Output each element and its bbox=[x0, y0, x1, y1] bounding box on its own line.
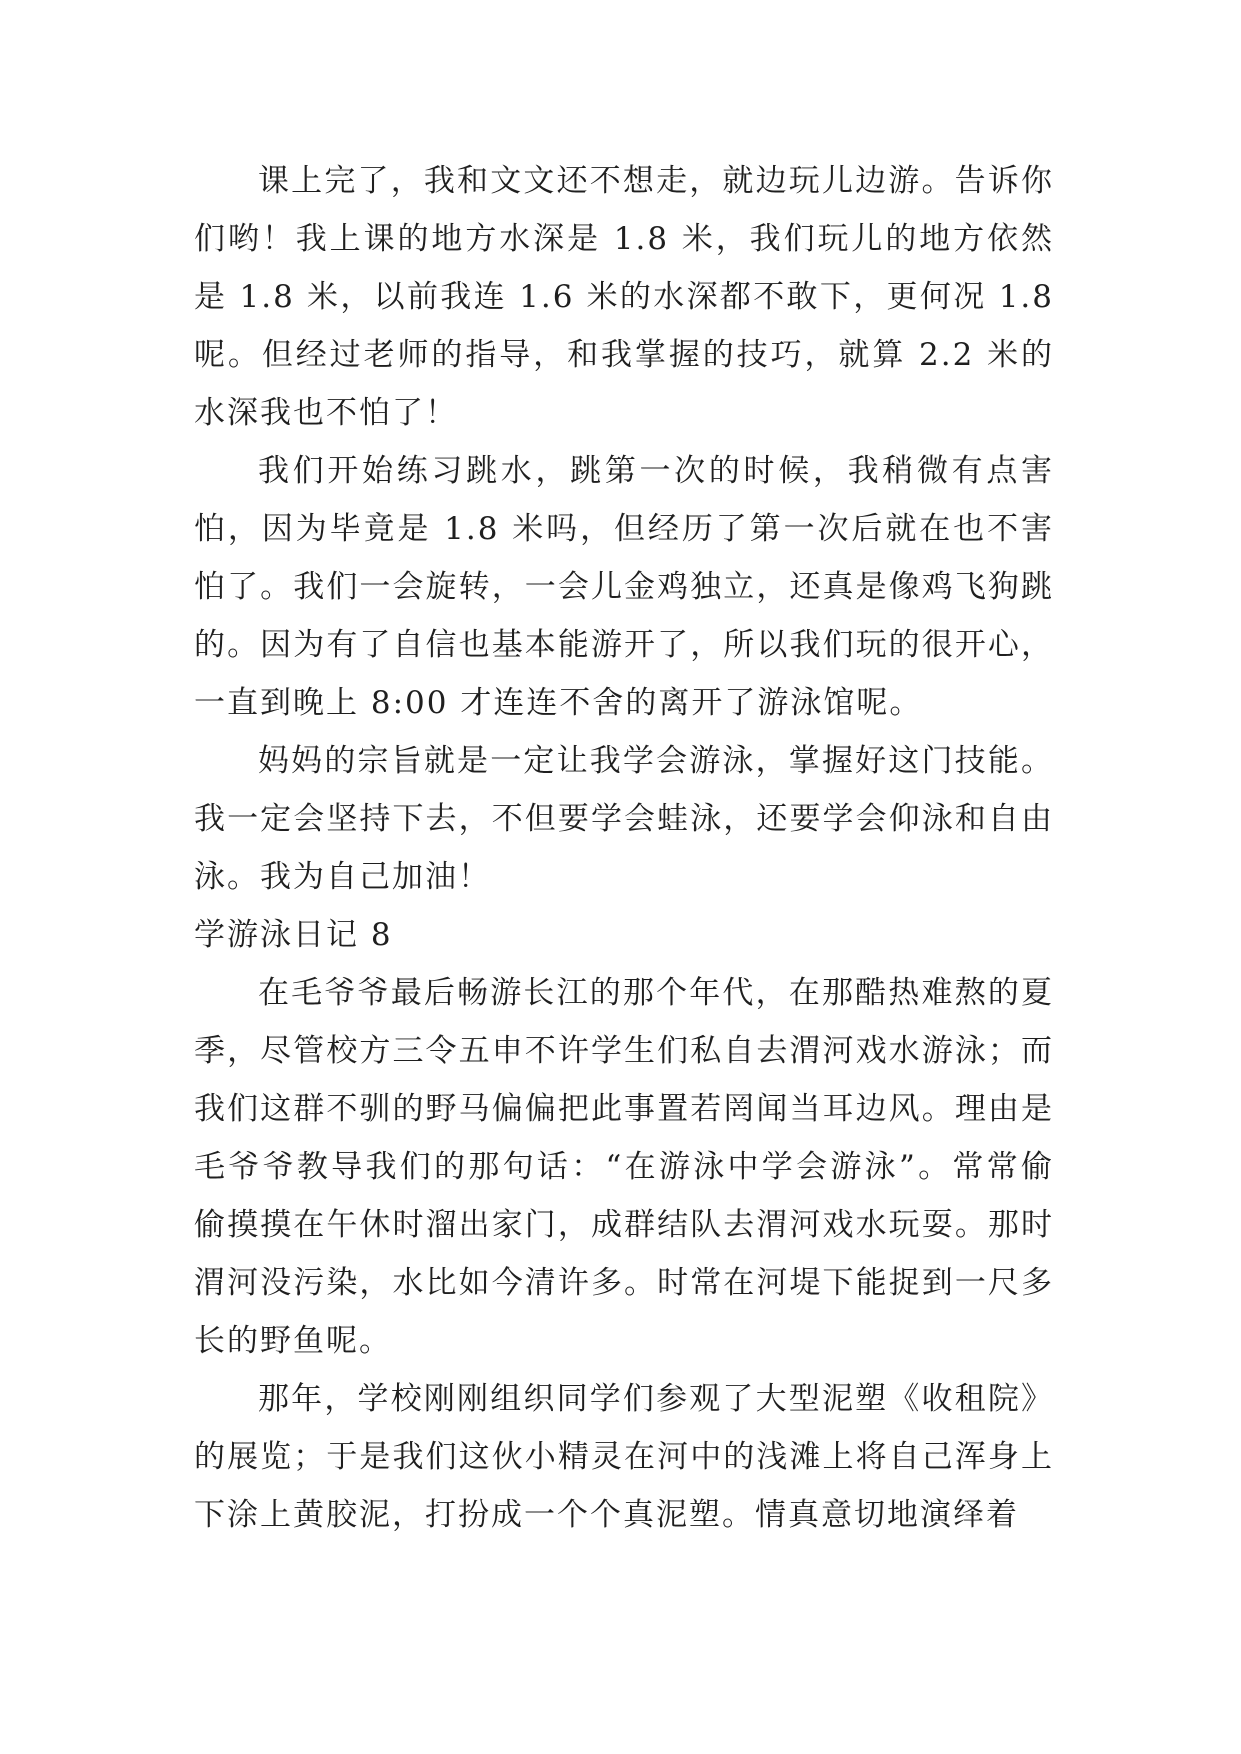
paragraph: 那年，学校刚刚组织同学们参观了大型泥塑《收租院》的展览；于是我们这伙小精灵在河中的浅滩上将自己浑身上下涂上黄胶泥，打扮成一个个真泥塑。情真意切地演绎着 bbox=[194, 1381, 1054, 1533]
paragraph: 在毛爷爷最后畅游长江的那个年代，在那酷热难熬的夏季，尽管校方三令五申不许学生们私自去渭河戏水游泳；而我们这群不驯的野马偏偏把此事置若罔闻当耳边风。理由是毛爷爷教导我们的那句话：“在游泳中学会游泳”。常常偷偷摸摸在午休时溜出家门，成群结队去渭河戏水玩耍。那时渭河没污染，水比如今清许多。时常在河堤下能捉到一尺多长的野鱼呢。 bbox=[194, 975, 1054, 1359]
paragraph: 我们开始练习跳水，跳第一次的时候，我稍微有点害怕，因为毕竟是 1.8 米吗，但经历了第一次后就在也不害怕了。我们一会旋转，一会儿金鸡独立，还真是像鸡飞狗跳的。因为有了自信也基本能游开了，所以我们玩的很开心，一直到晚上 8:00 才连连不舍的离开了游泳馆呢。 bbox=[194, 453, 1054, 721]
paragraph: 妈妈的宗旨就是一定让我学会游泳，掌握好这门技能。我一定会坚持下去，不但要学会蛙泳，还要学会仰泳和自由泳。我为自己加油！ bbox=[194, 743, 1054, 895]
section-title: 学游泳日记 8 bbox=[194, 917, 393, 953]
paragraph: 课上完了，我和文文还不想走，就边玩儿边游。告诉你们哟！我上课的地方水深是 1.8 米，我们玩儿的地方依然是 1.8 米，以前我连 1.6 米的水深都不敢下，更何况 1.8 呢。但经过老师的指导，和我掌握的技巧，就算 2.2 米的水深我也不怕了！ bbox=[194, 163, 1054, 431]
document-body bbox=[194, 152, 1054, 1544]
